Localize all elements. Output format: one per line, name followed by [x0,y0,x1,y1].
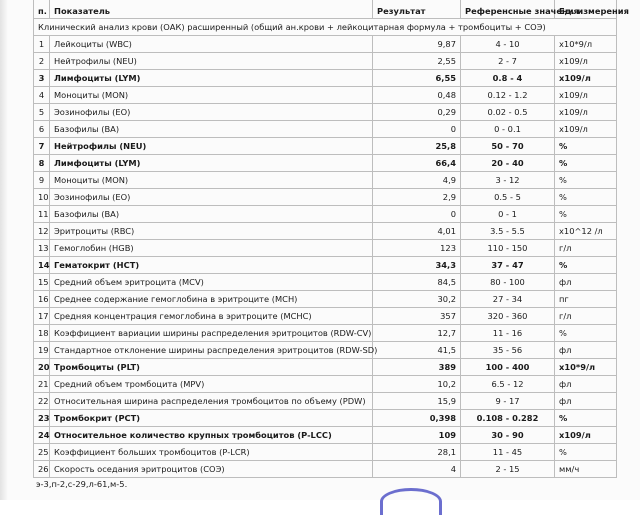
reference-range: 4 - 10 [461,36,555,53]
result-value: 9,87 [373,36,461,53]
parameter-name: Скорость оседания эритроцитов (СОЭ) [50,461,373,478]
row-number: 9 [34,172,50,189]
row-number: 18 [34,325,50,342]
unit-value: фл [555,393,617,410]
result-value: 28,1 [373,444,461,461]
reference-range: 0.8 - 4 [461,70,555,87]
row-number: 13 [34,240,50,257]
parameter-name: Моноциты (MON) [50,87,373,104]
row-number: 2 [34,53,50,70]
unit-value: % [555,410,617,427]
parameter-name: Коэффициент больших тромбоцитов (P-LCR) [50,444,373,461]
parameter-name: Средний объем эритроцита (MCV) [50,274,373,291]
result-value: 4,01 [373,223,461,240]
header-num: п. [34,0,50,19]
table-row [34,308,617,325]
unit-value: х109/л [555,104,617,121]
table-row [34,223,617,240]
parameter-name: Эритроциты (RBC) [50,223,373,240]
reference-range: 20 - 40 [461,155,555,172]
table-row [34,461,617,478]
table-row [34,104,617,121]
result-value: 4,9 [373,172,461,189]
parameter-name: Лейкоциты (WBC) [50,36,373,53]
row-number: 14 [34,257,50,274]
row-number: 25 [34,444,50,461]
result-value: 84,5 [373,274,461,291]
reference-range: 80 - 100 [461,274,555,291]
table-row [34,427,617,444]
result-value: 0,48 [373,87,461,104]
unit-value: % [555,444,617,461]
reference-range: 30 - 90 [461,427,555,444]
result-value: 10,2 [373,376,461,393]
unit-value: фл [555,274,617,291]
reference-range: 320 - 360 [461,308,555,325]
unit-value: % [555,172,617,189]
header-units: Ед. измерения [555,0,617,19]
result-value: 2,55 [373,53,461,70]
parameter-name: Относительное количество крупных тромбоцитов (P-LCC) [50,427,373,444]
unit-value: г/л [555,308,617,325]
table-row [34,155,617,172]
reference-range: 0 - 0.1 [461,121,555,138]
reference-range: 3 - 12 [461,172,555,189]
unit-value: % [555,257,617,274]
table-row [34,189,617,206]
table-row [34,359,617,376]
result-value: 389 [373,359,461,376]
parameter-name: Гематокрит (HCT) [50,257,373,274]
parameter-name: Эозинофилы (EO) [50,189,373,206]
parameter-name: Базофилы (BA) [50,121,373,138]
table-row [34,291,617,308]
unit-value: % [555,206,617,223]
row-number: 23 [34,410,50,427]
header-result: Результат [373,0,461,19]
parameter-name: Средняя концентрация гемоглобина в эритроците (MCHC) [50,308,373,325]
row-number: 5 [34,104,50,121]
unit-value: % [555,325,617,342]
unit-value: % [555,155,617,172]
parameter-name: Относительная ширина распределения тромбоцитов по объему (PDW) [50,393,373,410]
table-row [34,342,617,359]
reference-range: 37 - 47 [461,257,555,274]
unit-value: х10^12 /л [555,223,617,240]
table-row [34,36,617,53]
header-reference: Референсные значения [461,0,555,19]
table-row [34,240,617,257]
result-value: 0 [373,206,461,223]
reference-range: 6.5 - 12 [461,376,555,393]
reference-range: 0.12 - 1.2 [461,87,555,104]
unit-value: х109/л [555,87,617,104]
row-number: 4 [34,87,50,104]
result-value: 15,9 [373,393,461,410]
table-row [34,70,617,87]
unit-value: пг [555,291,617,308]
unit-value: фл [555,342,617,359]
row-number: 10 [34,189,50,206]
reference-range: 50 - 70 [461,138,555,155]
unit-value: х10*9/л [555,36,617,53]
unit-value: % [555,138,617,155]
parameter-name: Нейтрофилы (NEU) [50,53,373,70]
row-number: 21 [34,376,50,393]
reference-range: 3.5 - 5.5 [461,223,555,240]
row-number: 12 [34,223,50,240]
result-value: 109 [373,427,461,444]
table-row [34,121,617,138]
parameter-name: Стандартное отклонение ширины распределения эритроцитов (RDW-SD) [50,342,373,359]
result-value: 30,2 [373,291,461,308]
unit-value: х109/л [555,70,617,87]
reference-range: 11 - 16 [461,325,555,342]
unit-value: г/л [555,240,617,257]
parameter-name: Тромбокрит (PCT) [50,410,373,427]
row-number: 8 [34,155,50,172]
footnote: э-3,п-2,с-29,л-61,м-5. [36,479,128,489]
result-value: 357 [373,308,461,325]
row-number: 15 [34,274,50,291]
table-row [34,444,617,461]
reference-range: 0.02 - 0.5 [461,104,555,121]
result-value: 4 [373,461,461,478]
row-number: 11 [34,206,50,223]
result-value: 6,55 [373,70,461,87]
row-number: 3 [34,70,50,87]
parameter-name: Лимфоциты (LYM) [50,155,373,172]
parameter-name: Моноциты (MON) [50,172,373,189]
table-row [34,325,617,342]
row-number: 17 [34,308,50,325]
reference-range: 27 - 34 [461,291,555,308]
table-row [34,274,617,291]
section-title-row [34,19,617,36]
result-value: 12,7 [373,325,461,342]
result-value: 123 [373,240,461,257]
row-number: 19 [34,342,50,359]
parameter-name: Лимфоциты (LYM) [50,70,373,87]
table-row [34,376,617,393]
result-value: 66,4 [373,155,461,172]
reference-range: 0 - 1 [461,206,555,223]
result-value: 0 [373,121,461,138]
parameter-name: Коэффициент вариации ширины распределения эритроцитов (RDW-CV) [50,325,373,342]
result-value: 2,9 [373,189,461,206]
reference-range: 0.5 - 5 [461,189,555,206]
reference-range: 11 - 45 [461,444,555,461]
row-number: 1 [34,36,50,53]
table-row [34,53,617,70]
unit-value: х109/л [555,121,617,138]
unit-value: х10*9/л [555,359,617,376]
reference-range: 0.108 - 0.282 [461,410,555,427]
table-row [34,393,617,410]
parameter-name: Эозинофилы (EO) [50,104,373,121]
reference-range: 100 - 400 [461,359,555,376]
reference-range: 35 - 56 [461,342,555,359]
table-row [34,172,617,189]
parameter-name: Нейтрофилы (NEU) [50,138,373,155]
row-number: 16 [34,291,50,308]
table-row [34,206,617,223]
result-value: 41,5 [373,342,461,359]
result-value: 34,3 [373,257,461,274]
unit-value: мм/ч [555,461,617,478]
parameter-name: Среднее содержание гемоглобина в эритроците (MCH) [50,291,373,308]
page-shadow [0,0,8,500]
row-number: 24 [34,427,50,444]
row-number: 7 [34,138,50,155]
table-row [34,87,617,104]
row-number: 20 [34,359,50,376]
unit-value: х109/л [555,53,617,70]
table-header-row [34,0,617,19]
result-value: 0,29 [373,104,461,121]
row-number: 6 [34,121,50,138]
result-value: 25,8 [373,138,461,155]
reference-range: 2 - 15 [461,461,555,478]
reference-range: 2 - 7 [461,53,555,70]
row-number: 26 [34,461,50,478]
stamp-seal [380,488,442,515]
unit-value: фл [555,376,617,393]
blood-test-table [33,0,629,478]
section-title: Клинический анализ крови (ОАК) расширенный (общий ан.крови + лейкоцитарная формула + тромбоциты + СОЭ) [34,19,617,36]
result-value: 0,398 [373,410,461,427]
reference-range: 110 - 150 [461,240,555,257]
table-row [34,410,617,427]
parameter-name: Тромбоциты (PLT) [50,359,373,376]
unit-value: х109/л [555,427,617,444]
parameter-name: Базофилы (BA) [50,206,373,223]
row-number: 22 [34,393,50,410]
table-row [34,138,617,155]
table-row [34,257,617,274]
header-parameter: Показатель [50,0,373,19]
parameter-name: Средний объем тромбоцита (MPV) [50,376,373,393]
reference-range: 9 - 17 [461,393,555,410]
unit-value: % [555,189,617,206]
parameter-name: Гемоглобин (HGB) [50,240,373,257]
